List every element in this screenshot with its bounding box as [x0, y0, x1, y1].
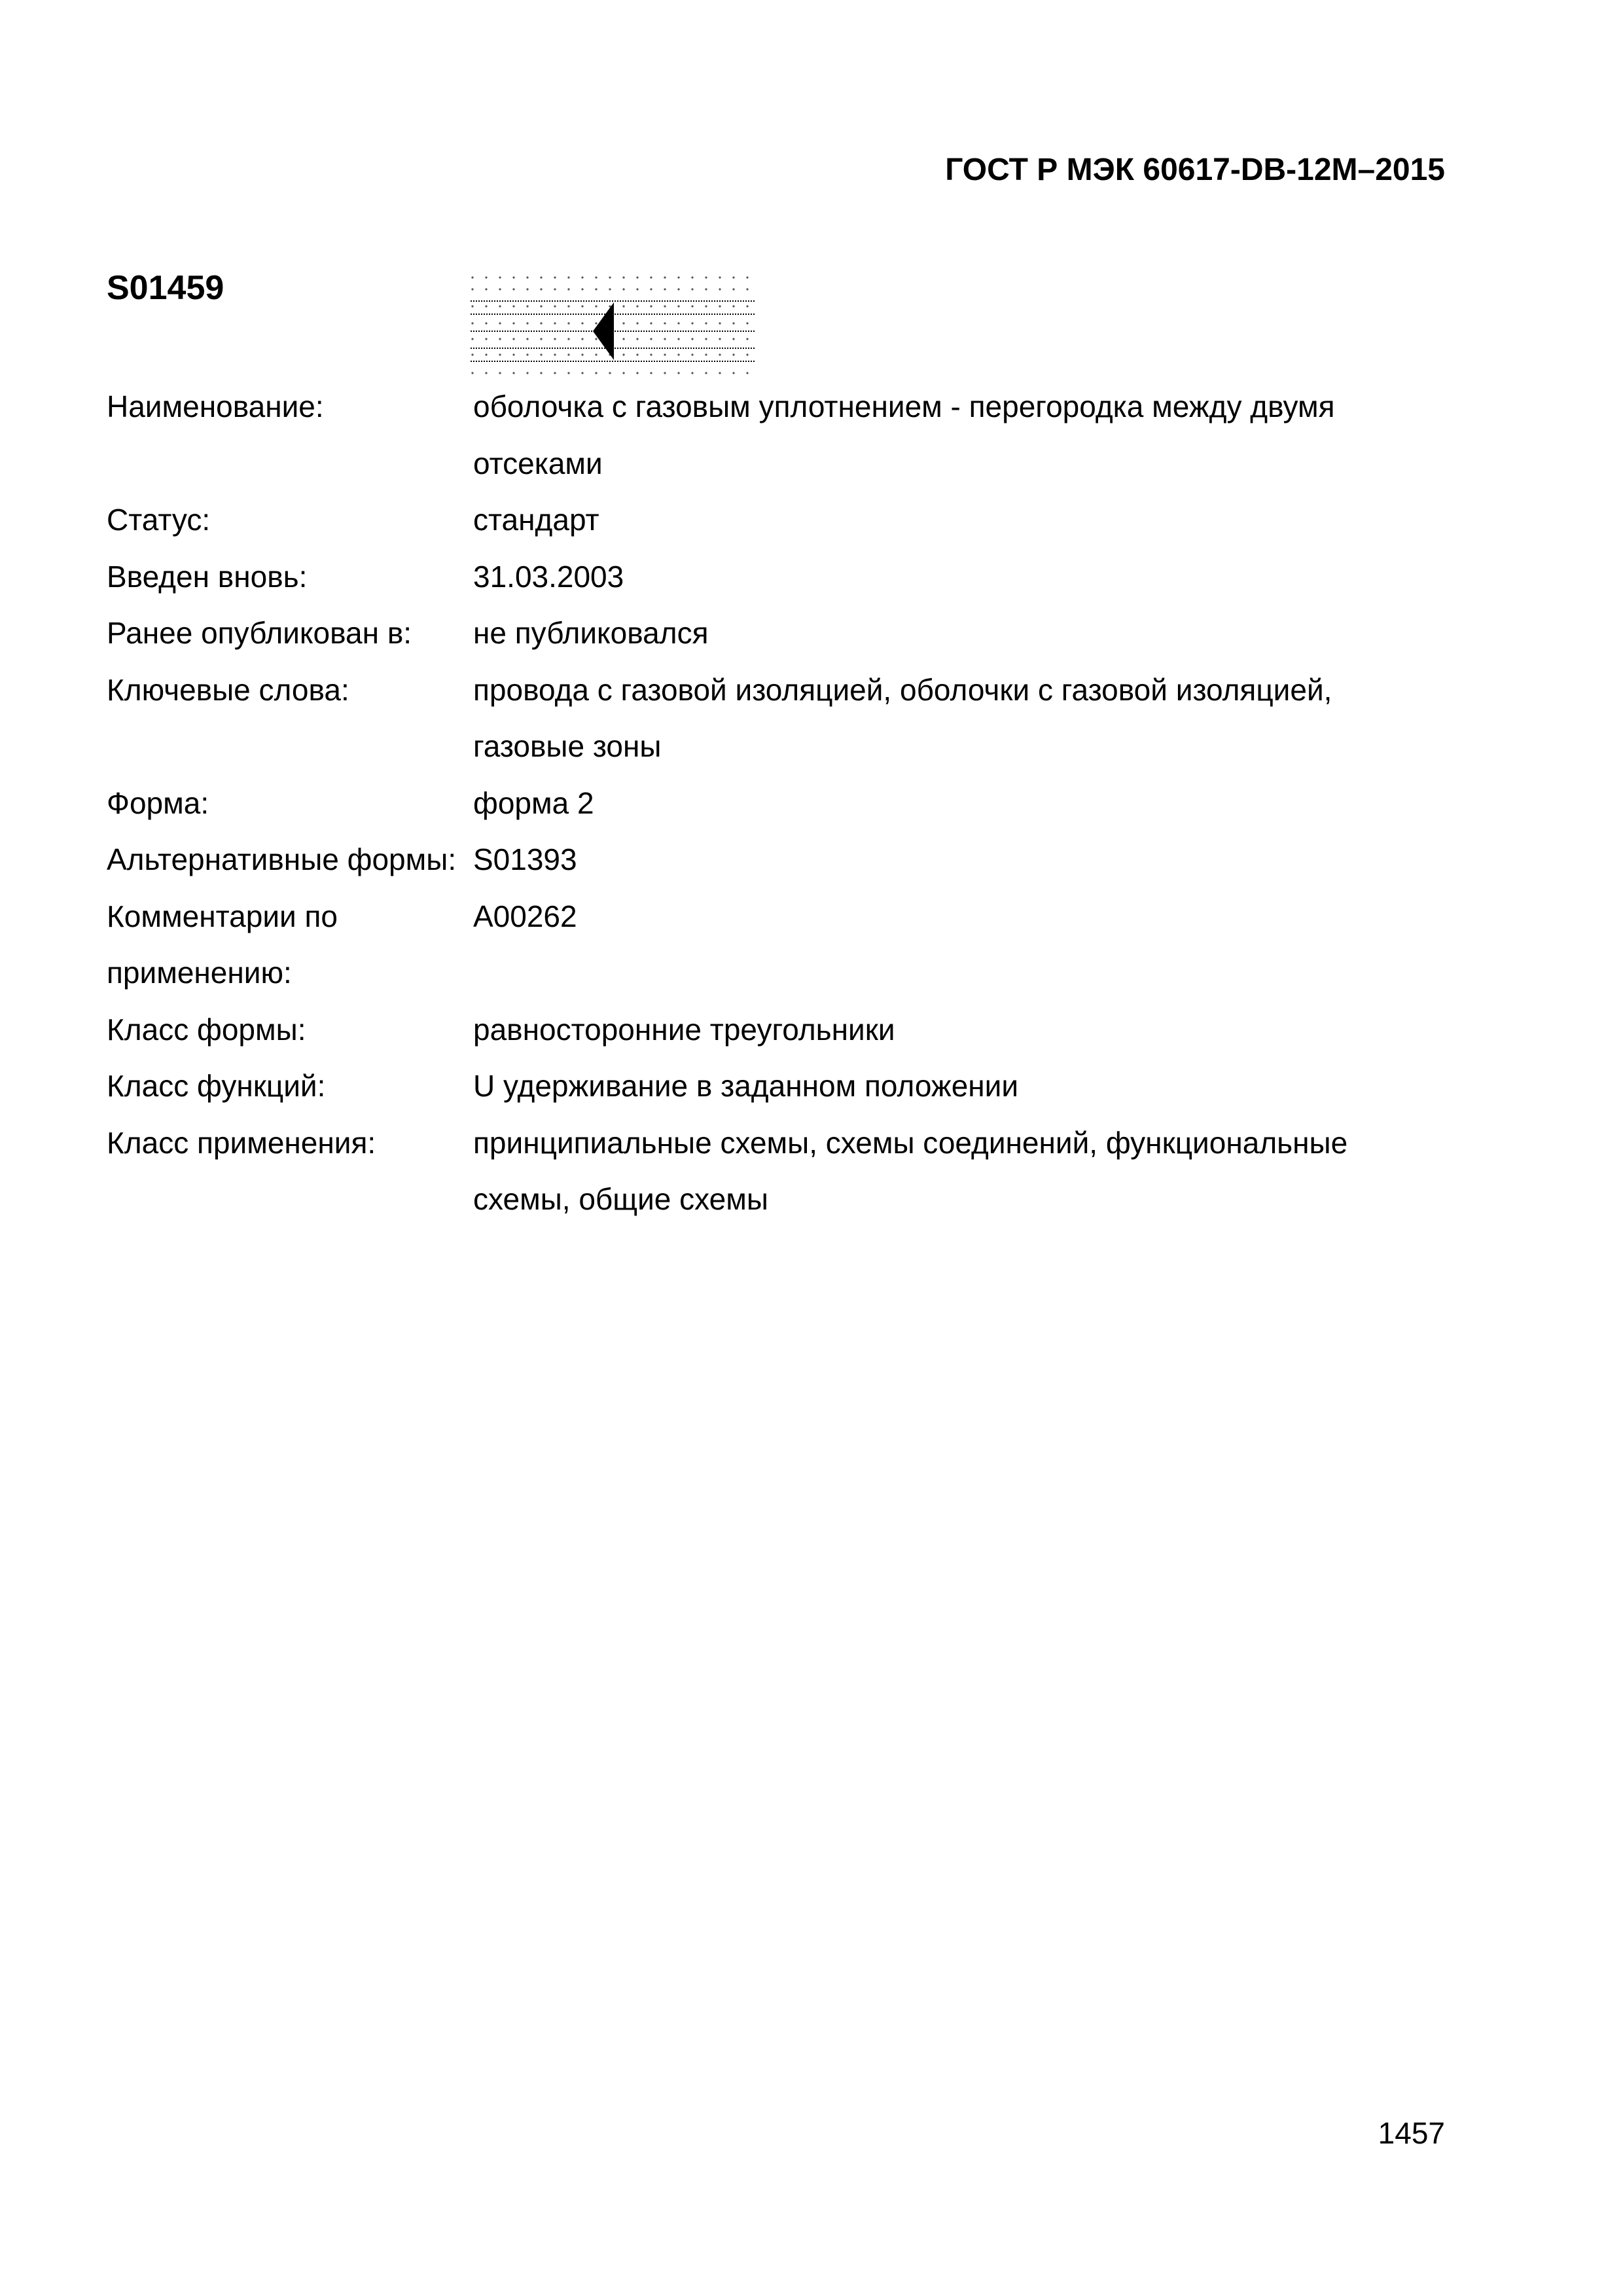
- property-label: Наименование:: [107, 389, 324, 423]
- property-value: провода с газовой изоляцией, оболочки с газовой изоляцией, газовые зоны: [473, 672, 1332, 763]
- property-value: U удерживание в заданном положении: [473, 1069, 1019, 1103]
- property-label: Класс применения:: [107, 1125, 376, 1160]
- property-value: принципиальные схемы, схемы соединений, функциональные схемы, общие схемы: [473, 1125, 1348, 1216]
- property-row: [107, 831, 1448, 888]
- property-value: оболочка с газовым уплотнением - перегородка между двумя отсеками: [473, 389, 1335, 480]
- property-label: Класс формы:: [107, 1012, 306, 1047]
- symbol-properties-table: [107, 378, 1448, 1228]
- property-row: [107, 1058, 1448, 1115]
- property-row: [107, 605, 1448, 662]
- page-number: 1457: [1378, 2116, 1445, 2150]
- property-label: Форма:: [107, 785, 209, 820]
- property-label: Комментарии по применению:: [107, 899, 338, 990]
- property-value: форма 2: [473, 785, 594, 820]
- property-label: Ранее опубликован в:: [107, 616, 412, 650]
- property-label: Статус:: [107, 503, 211, 537]
- property-value: равносторонние треугольники: [473, 1012, 895, 1047]
- property-row: [107, 492, 1448, 548]
- property-value: 31.03.2003: [473, 559, 624, 594]
- property-row: [107, 548, 1448, 605]
- partition-triangle: [593, 302, 614, 360]
- property-row: [107, 662, 1448, 775]
- property-row: [107, 888, 1448, 1001]
- property-row: [107, 775, 1448, 832]
- property-row: [107, 1001, 1448, 1058]
- property-label: Введен вновь:: [107, 559, 308, 594]
- property-value: стандарт: [473, 503, 599, 537]
- property-row: [107, 378, 1448, 492]
- document-standard-header: ГОСТ Р МЭК 60617-DB-12M–2015: [945, 152, 1445, 187]
- symbol-id: S01459: [107, 269, 224, 307]
- property-value: A00262: [473, 899, 577, 933]
- property-label: Альтернативные формы:: [107, 842, 457, 876]
- property-value: не публиковался: [473, 616, 709, 650]
- property-label: Класс функций:: [107, 1069, 326, 1103]
- property-row: [107, 1115, 1448, 1228]
- symbol-figure: [467, 275, 762, 386]
- property-label: Ключевые слова:: [107, 672, 349, 707]
- property-value: S01393: [473, 842, 577, 876]
